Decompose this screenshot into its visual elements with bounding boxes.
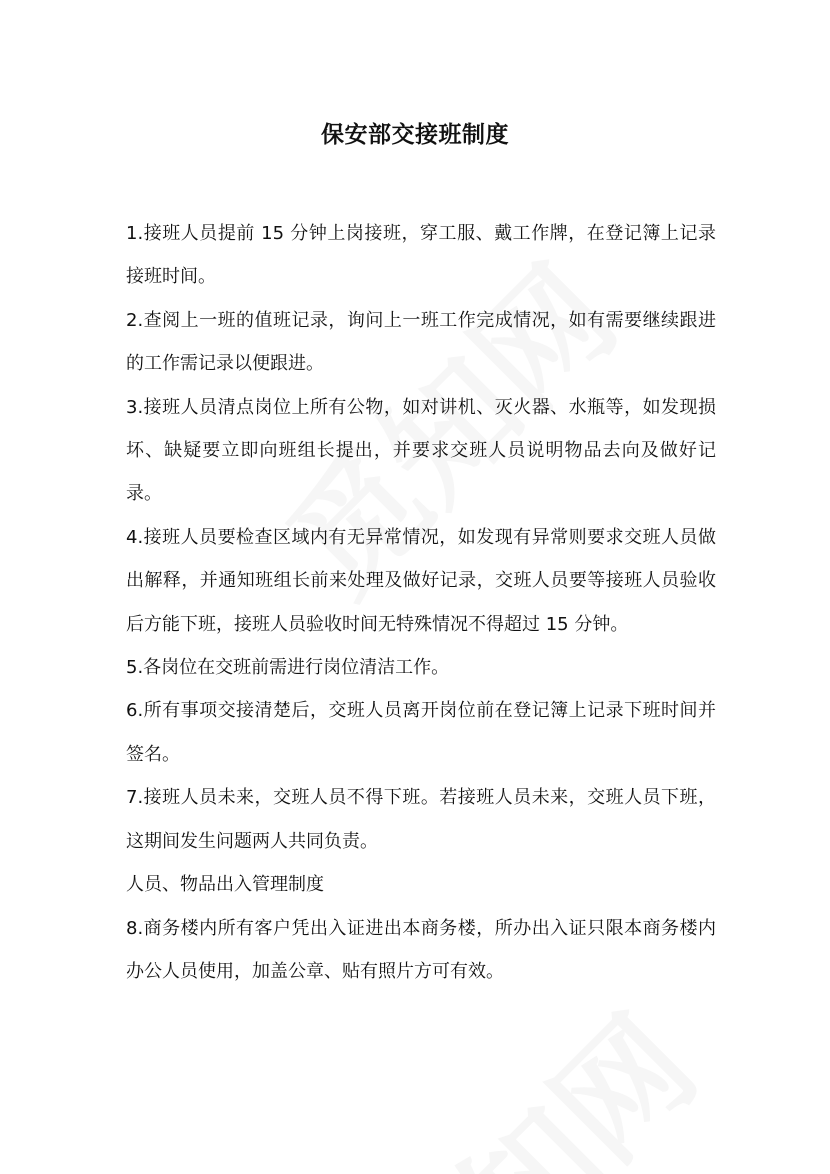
- document-title: 保安部交接班制度: [321, 122, 509, 148]
- section-heading: 人员、物品出入管理制度: [126, 874, 324, 896]
- paragraph-1: 1.接班人员提前 15 分钟上岗接班，穿工服、戴工作牌，在登记簿上记录接班时间。: [126, 223, 716, 288]
- paragraph-3: 3.接班人员清点岗位上所有公物，如对讲机、灭火器、水瓶等，如发现损坏、缺疑要立即向班组长提出，并要求交班人员说明物品去向及做好记录。: [126, 396, 716, 505]
- paragraph-8: 8.商务楼内所有客户凭出入证进出本商务楼，所办出入证只限本商务楼内办公人员使用，加盖公章、贴有照片方可有效。: [126, 917, 716, 982]
- watermark: [321, 969, 729, 1174]
- paragraph-7: 7.接班人员未来，交班人员不得下班。若接班人员未来，交班人员下班，这期间发生问题两人共同负责。: [126, 787, 716, 852]
- paragraph-5: 5.各岗位在交班前需进行岗位清洁工作。: [126, 657, 450, 679]
- paragraph-6: 6.所有事项交接清楚后，交班人员离开岗位前在登记簿上记录下班时间并签名。: [126, 700, 716, 765]
- paragraph-2: 2.查阅上一班的值班记录，询问上一班工作完成情况，如有需要继续跟进的工作需记录以便跟进。: [126, 309, 716, 375]
- document-body: [126, 212, 716, 993]
- paragraph-4: 4.接班人员要检查区域内有无异常情况，如发现有异常则要求交班人员做出解释，并通知班组长前来处理及做好记录，交班人员要等接班人员验收后方能下班，接班人员验收时间无特殊情况不得超过 15 分钟。: [126, 526, 716, 635]
